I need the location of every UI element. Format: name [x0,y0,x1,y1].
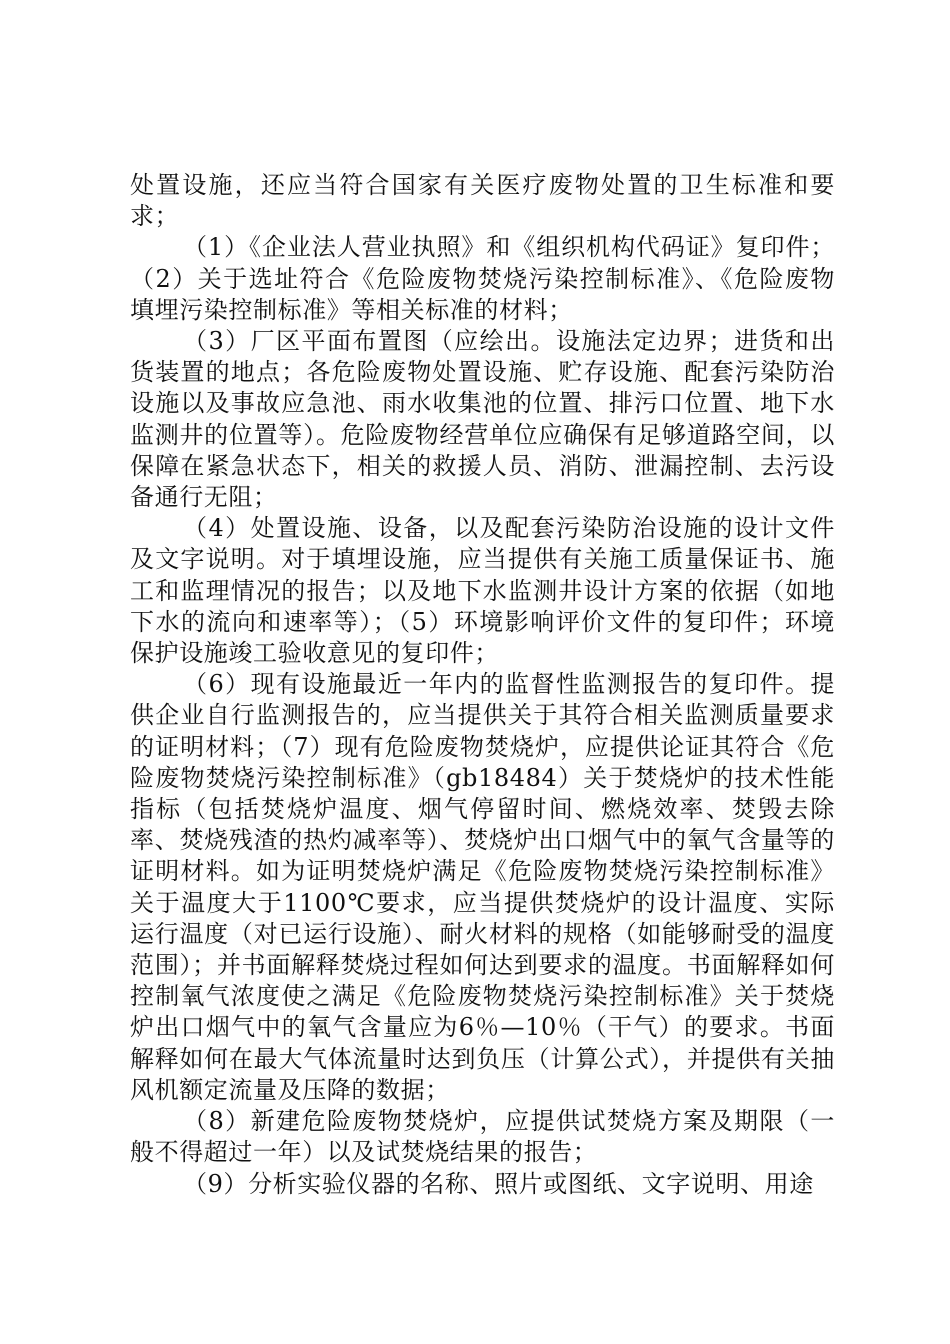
document-page [130,170,835,1200]
paragraph-1: 处置设施，还应当符合国家有关医疗废物处置的卫生标准和要求； [130,171,835,231]
paragraph-2: （1）《企业法人营业执照》和《组织机构代码证》复印件；（2）关于选址符合《危险废物焚烧污染控制标准》、《危险废物填埋污染控制标准》等相关标准的材料； [130,233,835,324]
paragraph-3: （3）厂区平面布置图（应绘出。设施法定边界；进货和出货装置的地点；各危险废物处置设施、贮存设施、配套污染防治设施以及事故应急池、雨水收集池的位置、排污口位置、地下水监测井的位置等）。危险废物经营单位应确保有足够道路空间，以保障在紧急状态下，相关的救援人员、消防、泄漏控制、去污设备通行无阻； [130,327,835,512]
paragraph-4: （4）处置设施、设备，以及配套污染防治设施的设计文件及文字说明。对于填埋设施，应当提供有关施工质量保证书、施工和监理情况的报告；以及地下水监测井设计方案的依据（如地下水的流向和速率等）；（5）环境影响评价文件的复印件；环境保护设施竣工验收意见的复印件； [130,514,835,668]
paragraph-7: （9）分析实验仪器的名称、照片或图纸、文字说明、用途 [183,1169,814,1198]
paragraph-5: （6）现有设施最近一年内的监督性监测报告的复印件。提供企业自行监测报告的，应当提供关于其符合相关监测质量要求的证明材料；（7）现有危险废物焚烧炉，应提供论证其符合《危险废物焚烧污染控制标准》（gb18484）关于焚烧炉的技术性能指标（包括焚烧炉温度、烟气停留时间、燃烧效率、焚毁去除率、焚烧残渣的热灼减率等）、焚烧炉出口烟气中的氧气含量等的证明材料。如为证明焚烧炉满足《危险废物焚烧污染控制标准》关于温度大于1100℃要求，应当提供焚烧炉的设计温度、实际运行温度（对已运行设施）、耐火材料的规格（如能够耐受的温度范围）；并书面解释焚烧过程如何达到要求的温度。书面解释如何控制氧气浓度使之满足《危险废物焚烧污染控制标准》关于焚烧炉出口烟气中的氧气含量应为6％—10％（干气）的要求。书面解释如何在最大气体流量时达到负压（计算公式），并提供有关抽风机额定流量及压降的数据； [130,670,835,1104]
paragraph-6: （8）新建危险废物焚烧炉，应提供试焚烧方案及期限（一般不得超过一年）以及试焚烧结果的报告； [130,1107,835,1167]
